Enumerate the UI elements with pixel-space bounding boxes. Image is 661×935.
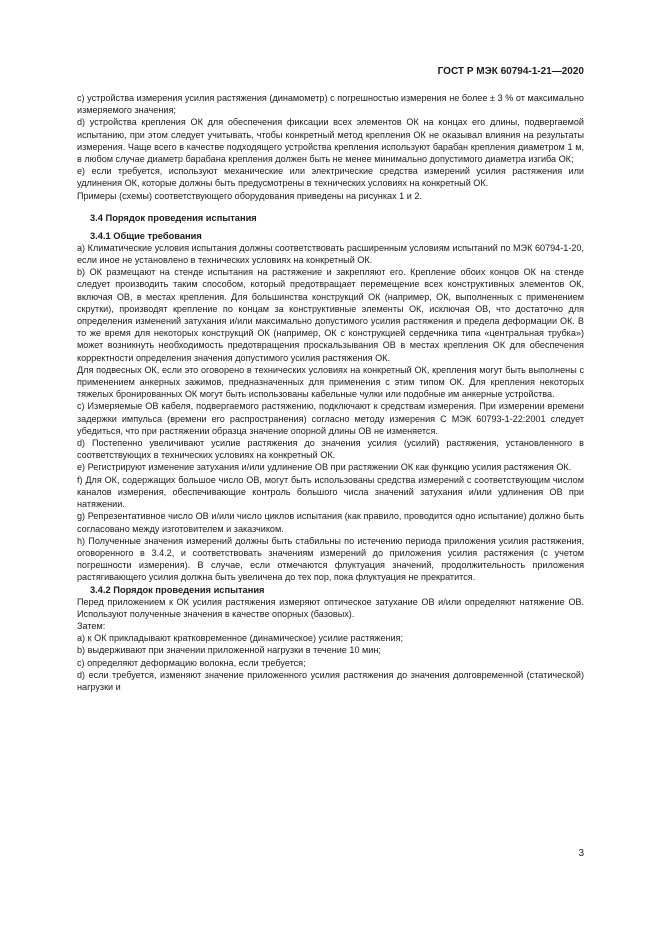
paragraph-3-4-1-b: b) ОК размещают на стенде испытания на растяжение и закрепляют его. Крепление обоих концов ОК на стенде следует производить таким способом, который предотвращает перемещение всех конструктивных элементов ОК, включая ОВ, в местах крепления. Для большинства конструкций ОК (например, ОК, выполненных с применением скрутки), производят крепление по концам за конструктивные элементы ОК, исключая ОВ, что достаточно для определения изменений затухания и/или максимально допустимого усилия растяжения и предела деформации ОК. В то же время для некоторых конструкций ОК (например, ОК с конструкцией сердечника типа «центральная трубка») может возникнуть необходимость предотвращения проскальзывания ОВ в местах крепления ОК для обеспечения корректности определения значения допустимого усилия растяжения ОК. bbox=[77, 267, 584, 363]
paragraph-3-4-2-intro: Перед приложением к ОК усилия растяжения измеряют оптическое затухание ОВ и/или определяют натяжение ОВ. Используют полученные значения в качестве опорных (базовых). bbox=[77, 596, 584, 619]
paragraph-3-4-1-f: f) Для ОК, содержащих большое число ОВ, могут быть использованы средства измерений с соответствующим числом каналов измерения, обеспечивающие контроль большого числа значений затухания и/или удлинения ОВ при натяжении. bbox=[77, 474, 584, 510]
paragraph-3-4-2-a: a) к ОК прикладывают кратковременное (динамическое) усилие растяжения; bbox=[77, 633, 404, 644]
paragraph-3-4-1-a: a) Климатические условия испытания должны соответствовать расширенным условиям испытаний по МЭК 60794-1-20, если иное не установлено в технических условиях на конкретный ОК. bbox=[77, 242, 584, 266]
section-heading-3-4-2: 3.4.2 Порядок проведения испытания bbox=[90, 584, 265, 595]
paragraph-3-4-2-c: c) определяют деформацию волокна, если требуется; bbox=[77, 657, 306, 668]
paragraph-3-4-1-d: d) Постепенно увеличивают усилие растяжения до значения усилия (усилий) растяжения, установленного в соответствующих в технических условиях на конкретный ОК. bbox=[77, 438, 584, 461]
paragraph-figures-reference: Примеры (схемы) соответствующего оборудования приведены на рисунках 1 и 2. bbox=[77, 190, 422, 201]
section-heading-3-4-1: 3.4.1 Общие требования bbox=[90, 230, 202, 241]
paragraph-equipment-c: c) устройства измерения усилия растяжения (динамометр) с погрешностью измерения не более ± 3 % от максимально измеряемого значения; bbox=[77, 93, 584, 116]
document-code-header: ГОСТ Р МЭК 60794-1-21—2020 bbox=[437, 66, 584, 77]
page-number: 3 bbox=[578, 848, 584, 859]
paragraph-3-4-1-h: h) Полученные значения измерений должны быть стабильны по истечению периода приложения усилия растяжения, оговоренного в 3.4.2, и соответствовать значениям измерений до приложения усилия растяжения (с учетом погрешности измерения). В случае, если отмечаются флуктуация значений, продолжительность приложения растягивающего усилия должна быть увеличена до тех пор, пока флуктуация не прекратится. bbox=[77, 535, 584, 583]
paragraph-3-4-1-e: e) Регистрируют изменение затухания и/или удлинение ОВ при растяжении ОК как функцию усилия растяжения ОК. bbox=[77, 462, 572, 473]
paragraph-3-4-1-b-suspended: Для подвесных ОК, если это оговорено в технических условиях на конкретный ОК, крепления могут быть выполнены с применением анкерных зажимов, предназначенных для применения с этим типом ОК. Для крепления некоторых тяжелых бронированных ОК могут быть использованы кабельные чулки или подобные им анкерные устройства. bbox=[77, 364, 584, 400]
paragraph-3-4-1-c: c) Измеряемые ОВ кабеля, подвергаемого растяжению, подключают к средствам измерения. При измерении времени задержки импульса (времени его распространения) согласно методу измерения С МЭК 60793-1-22:2001 следует убедиться, что при растяжении образца значение опорной длины ОВ не изменяется. bbox=[77, 401, 584, 436]
document-body bbox=[77, 92, 584, 693]
paragraph-3-4-2-then: Затем: bbox=[77, 620, 106, 631]
paragraph-3-4-2-d: d) если требуется, изменяют значение приложенного усилия растяжения до значения долговременной (статической) нагрузки и bbox=[77, 669, 584, 692]
paragraph-3-4-2-b: b) выдерживают при значении приложенной нагрузки в течение 10 мин; bbox=[77, 645, 381, 656]
paragraph-3-4-1-g: g) Репрезентативное число ОВ и/или число циклов испытания (как правило, проводится одно испытание) должно быть согласовано между изготовителем и заказчиком. bbox=[77, 511, 584, 534]
section-heading-3-4: 3.4 Порядок проведения испытания bbox=[90, 212, 257, 223]
paragraph-equipment-d: d) устройства крепления ОК для обеспечения фиксации всех элементов ОК на концах его длины, подвергаемой испытанию, при этом следует учитывать, чтобы конкретный метод крепления ОК не оказывал влияния на результаты измерения. Чаще всего в качестве подходящего устройства крепления используют барабан крепления диаметром 1 м, в любом случае диаметр барабана крепления должен быть не менее минимально допустимого диаметра изгиба ОК; bbox=[77, 117, 584, 165]
paragraph-equipment-e: e) если требуется, используют механические или электрические средства измерений усилия растяжения или удлинения ОК, которые должны быть предусмотрены в технических условиях на конкретный ОК. bbox=[77, 166, 584, 189]
